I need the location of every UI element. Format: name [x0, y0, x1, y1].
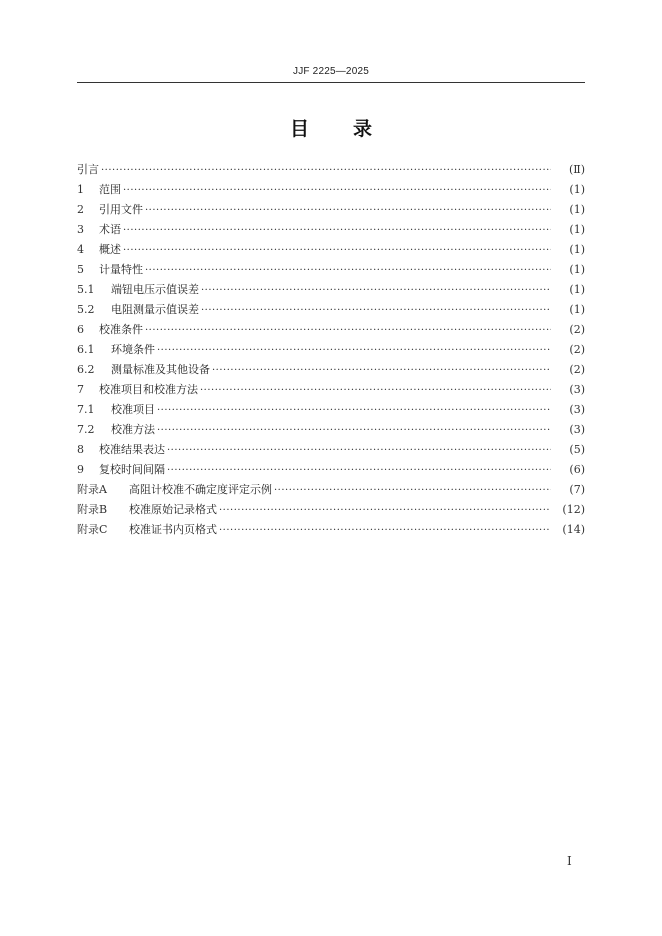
table-of-contents	[77, 160, 585, 540]
toc-entry-number: 2	[77, 203, 84, 216]
toc-entry[interactable]	[77, 220, 585, 240]
toc-leader-dots	[123, 181, 551, 201]
toc-entry-number: 5	[77, 263, 84, 276]
toc-leader-dots	[157, 421, 551, 441]
toc-leader-dots	[145, 201, 551, 221]
toc-entry-number: 5.2	[77, 303, 95, 316]
toc-leader-dots	[145, 261, 551, 281]
toc-entry-page: (1)	[569, 223, 585, 236]
toc-entry-title: 引用文件	[99, 203, 143, 216]
toc-leader-dots	[201, 301, 551, 321]
toc-entry-title: 校准条件	[99, 323, 143, 336]
toc-entry-title: 测量标准及其他设备	[111, 363, 210, 376]
toc-leader-dots	[212, 361, 551, 381]
toc-entry-number: 6.1	[77, 343, 95, 356]
toc-entry-page: (5)	[569, 443, 585, 456]
toc-entry[interactable]	[77, 240, 585, 260]
toc-entry-page: (1)	[569, 263, 585, 276]
toc-entry-page: (3)	[569, 383, 585, 396]
toc-leader-dots	[219, 521, 551, 541]
toc-entry[interactable]	[77, 200, 585, 220]
toc-entry-page: (3)	[569, 403, 585, 416]
toc-leader-dots	[167, 461, 551, 481]
toc-leader-dots	[219, 501, 551, 521]
toc-entry[interactable]	[77, 480, 585, 500]
toc-leader-dots	[201, 281, 551, 301]
toc-entry-page: (1)	[569, 203, 585, 216]
toc-leader-dots	[101, 161, 551, 181]
toc-entry[interactable]	[77, 280, 585, 300]
toc-entry-title: 复校时间间隔	[99, 463, 165, 476]
toc-entry[interactable]	[77, 440, 585, 460]
toc-entry[interactable]	[77, 520, 585, 540]
toc-leader-dots	[157, 341, 551, 361]
toc-entry-number: 1	[77, 183, 84, 196]
toc-entry-number: 6.2	[77, 363, 95, 376]
standard-code: JJF 2225—2025	[293, 66, 369, 77]
toc-entry-page: (2)	[569, 323, 585, 336]
toc-entry-number: 7	[77, 383, 84, 396]
toc-entry-title: 校准结果表达	[99, 443, 165, 456]
page-title: 目录	[289, 118, 416, 140]
toc-entry-page: (12)	[562, 503, 585, 516]
toc-entry-page: (3)	[569, 423, 585, 436]
toc-entry-page: (1)	[569, 303, 585, 316]
toc-entry-title: 校准方法	[111, 423, 155, 436]
toc-entry-number: 4	[77, 243, 84, 256]
toc-entry[interactable]	[77, 400, 585, 420]
toc-entry-page: (1)	[569, 283, 585, 296]
toc-entry[interactable]	[77, 460, 585, 480]
toc-entry[interactable]	[77, 340, 585, 360]
toc-entry[interactable]	[77, 300, 585, 320]
toc-leader-dots	[167, 441, 551, 461]
toc-entry-page: (2)	[569, 343, 585, 356]
toc-entry-number: 附录A	[77, 483, 107, 496]
toc-entry-page: (2)	[569, 363, 585, 376]
toc-entry-title: 端钮电压示值误差	[111, 283, 199, 296]
toc-leader-dots	[200, 381, 551, 401]
toc-entry[interactable]	[77, 420, 585, 440]
toc-leader-dots	[123, 221, 551, 241]
toc-entry-title: 校准项目	[111, 403, 155, 416]
toc-entry-number: 7.1	[77, 403, 95, 416]
header-rule	[77, 82, 585, 83]
toc-entry[interactable]	[77, 160, 585, 180]
toc-entry-number: 6	[77, 323, 84, 336]
toc-entry[interactable]	[77, 260, 585, 280]
toc-entry-number: 附录C	[77, 523, 108, 536]
toc-entry-number: 3	[77, 223, 84, 236]
page-number: Ⅰ	[567, 854, 572, 868]
toc-entry[interactable]	[77, 360, 585, 380]
toc-entry-title: 范围	[99, 183, 121, 196]
toc-entry-title: 高阻计校准不确定度评定示例	[129, 483, 272, 496]
toc-entry[interactable]	[77, 380, 585, 400]
toc-leader-dots	[145, 321, 551, 341]
toc-entry-number: 5.1	[77, 283, 95, 296]
toc-entry[interactable]	[77, 180, 585, 200]
toc-entry-title: 校准证书内页格式	[129, 523, 217, 536]
toc-entry-title: 环境条件	[111, 343, 155, 356]
toc-entry[interactable]	[77, 320, 585, 340]
toc-entry-title: 计量特性	[99, 263, 143, 276]
toc-entry-page: (1)	[569, 183, 585, 196]
toc-entry-title: 校准原始记录格式	[129, 503, 217, 516]
toc-leader-dots	[157, 401, 551, 421]
toc-entry-page: (14)	[562, 523, 585, 536]
toc-entry[interactable]	[77, 500, 585, 520]
toc-entry-page: (Ⅱ)	[568, 163, 585, 176]
toc-entry-page: (6)	[569, 463, 585, 476]
toc-entry-title: 引言	[77, 163, 99, 176]
toc-entry-number: 8	[77, 443, 84, 456]
toc-entry-page: (7)	[569, 483, 585, 496]
toc-entry-title: 术语	[99, 223, 121, 236]
toc-leader-dots	[123, 241, 551, 261]
toc-entry-number: 附录B	[77, 503, 108, 516]
toc-leader-dots	[274, 481, 551, 501]
toc-entry-title: 电阻测量示值误差	[111, 303, 199, 316]
toc-entry-title: 校准项目和校准方法	[99, 383, 198, 396]
toc-entry-number: 7.2	[77, 423, 95, 436]
toc-entry-number: 9	[77, 463, 84, 476]
toc-entry-page: (1)	[569, 243, 585, 256]
toc-entry-title: 概述	[99, 243, 121, 256]
